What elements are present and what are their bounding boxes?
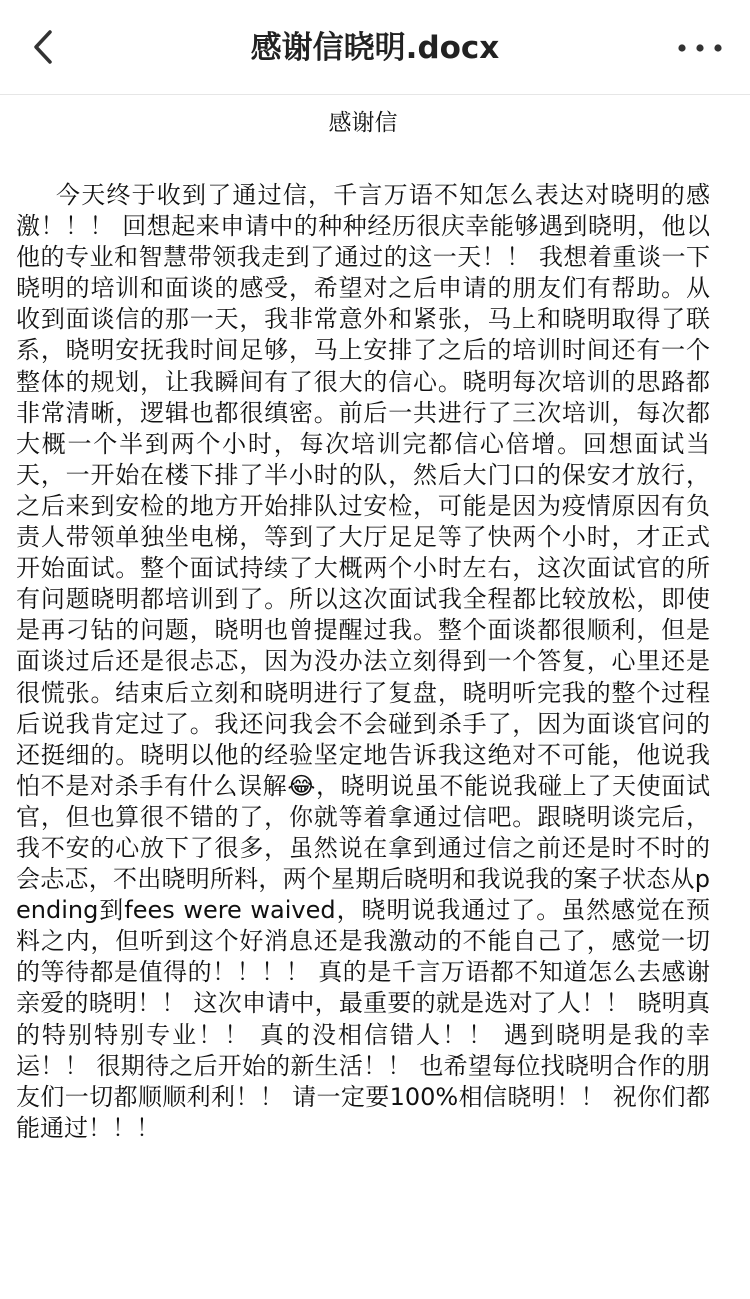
more-options-button[interactable] [676, 30, 724, 66]
document-body: 今天终于收到了通过信，千言万语不知怎么表达对晓明的感激！！！ 回想起来申请中的种种经历很庆幸能够遇到晓明，他以他的专业和智慧带领我走到了通过的这一天！！ 我想着重谈一下晓明的培训和面谈的感受，希望对之后申请的朋友们有帮助。从收到面谈信的那一天，我非常意外和紧张，马上和晓明取得了联系，晓明安抚我时间足够，马上安排了之后的培训时间还有一个整体的规划，让我瞬间有了很大的信心。晓明每次培训的思路都非常清晰，逻辑也都很缜密。前后一共进行了三次培训，每次都大概一个半到两个小时，每次培训完都信心倍增。回想面试当天，一开始在楼下排了半小时的队，然后大门口的保安才放行，之后来到安检的地方开始排队过安检，可能是因为疫情原因有负责人带领单独坐电梯，等到了大厅足足等了快两个小时，才正式开始面试。整个面试持续了大概两个小时左右，这次面试官的所有问题晓明都培训到了。所以这次面试我全程都比较放松，即使是再刁钻的问题，晓明也曾提醒过我。整个面谈都很顺利，但是面谈过后还是很忐忑，因为没办法立刻得到一个答复，心里还是很慌张。结束后立刻和晓明进行了复盘，晓明听完我的整个过程后说我肯定过了。我还问我会不会碰到杀手了，因为面谈官问的还挺细的。晓明以他的经验坚定地告诉我这绝对不可能，他说我怕不是对杀手有什么误解😂，晓明说虽不能说我碰上了天使面试官，但也算很不错的了，你就等着拿通过信吧。跟晓明谈完后，我不安的心放下了很多，虽然说在拿到通过信之前还是时不时的会忐忑，不出晓明所料，两个星期后晓明和我说我的案子状态从pending到fees were waived，晓明说我通过了。虽然感觉在预料之内，但听到这个好消息还是我激动的不能自己了，感觉一切的等待都是值得的！！！！ 真的是千言万语都不知道怎么去感谢亲爱的晓明！！ 这次申请中，最重要的就是选对了人！！ 晓明真的特别特别专业！！ 真的没相信错人！！ 遇到晓明是我的幸运！！ 很期待之后开始的新生活！！ 也希望每位找晓明合作的朋友们一切都顺顺利利！！ 请一定要100%相信晓明！！ 祝你们都能通过！！！ [16, 181, 710, 1142]
top-nav-bar [0, 0, 750, 95]
more-horizontal-icon [676, 30, 724, 66]
chevron-left-icon [24, 22, 68, 72]
back-button[interactable] [24, 22, 68, 72]
document-content [16, 106, 710, 1144]
page-title: 感谢信晓明.docx [250, 30, 500, 66]
document-title: 感谢信 [328, 110, 398, 136]
